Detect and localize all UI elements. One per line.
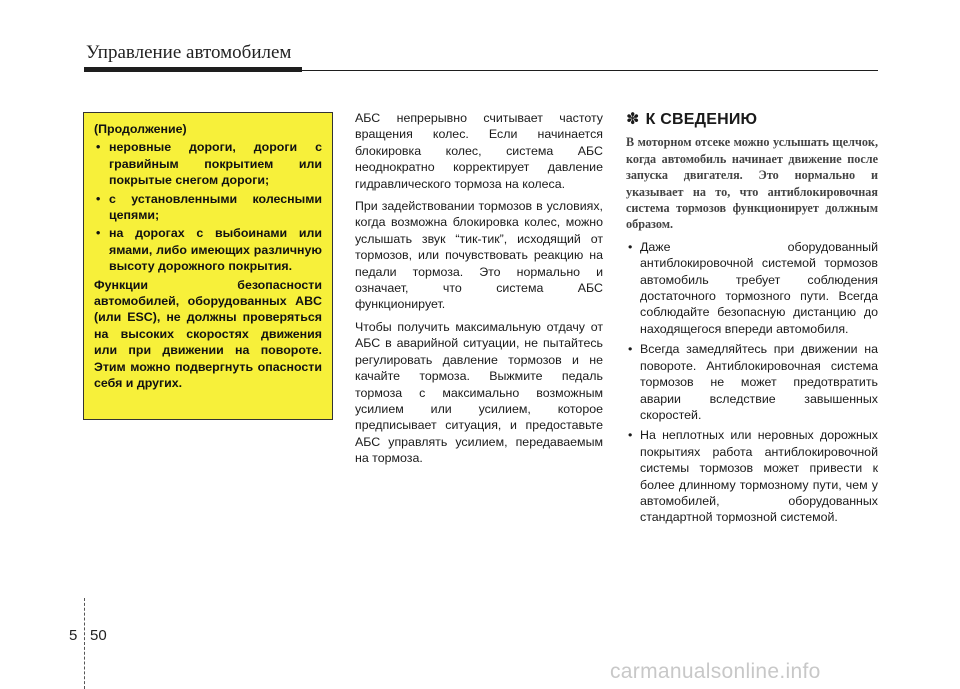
note-bullet: • Всегда замедляйтесь при движении на повороте. Антиблокировочная система тормозов не может предотвратить аварии вследствие завышенных скоростей. [626,341,878,423]
note-bullet: • На неплотных или неровных дорожных покрытиях работа антиблокировочной системы тормозов может привести к более длинному тормозному пути, чем у автомобилей, оборудованных стандартной тормозной системой. [626,427,878,525]
middle-column [355,110,603,473]
note-intro: В моторном отсеке можно услышать щелчок, когда автомобиль начинает движение после запуска двигателя. Это нормально и указывает на то, что антиблокировочная система тормозов функционирует должным образом. [626,135,878,232]
note-title: К СВЕДЕНИЮ [645,111,758,128]
header-divider [302,70,878,71]
header-accent-bar [84,67,302,72]
warning-box [83,112,333,420]
note-column [626,110,878,530]
watermark: carmanualsonline.info [610,660,821,683]
note-heading [626,112,878,128]
asterisk-icon: ✽ [626,111,640,128]
warning-continued: (Продолжение) [94,122,187,136]
body-paragraph: Чтобы получить максимальную отдачу от АБС в аварийной ситуации, не пытайтесь регулировать давление тормозов и не качайте тормоза. Выжмите педаль тормоза с максимально возможным усилием или усилием, которое предписывает ситуация, и предоставьте АБС управлять усилием, передаваемым на тормоза. [355,319,603,466]
section-number: 5 [69,627,78,644]
page-number: 50 [90,627,107,644]
section-title: Управление автомобилем [86,42,292,63]
warning-item: • с установленными колесными цепями; [94,191,322,224]
warning-list [94,139,322,274]
note-bullet: • Даже оборудованный антиблокировочной системой тормозов автомобиль требует соблюдения достаточного тормозного пути. Всегда соблюдайте безопасную дистанцию до находящегося впереди автомобиля. [626,239,878,337]
body-paragraph: При задействовании тормозов в условиях, когда возможна блокировка колес, можно услышать звук “тик-тик”, исходящий от тормозов, или почувствовать реакцию на педали тормоза. Это нормально и означает, что система АБС функционирует. [355,199,603,312]
warning-paragraph: Функции безопасности автомобилей, оборудованных ABC (или ESC), не должны проверяться на высоких скоростях движения или при движении на повороте. Этим можно подвергнуть опасности себя и других. [94,277,322,391]
note-bullet-list [626,239,878,526]
page-margin-line [84,598,85,689]
warning-item: • на дорогах с выбоинами или ямами, либо имеющих различную высоту дорожного покрытия. [94,225,322,274]
warning-item: • неровные дороги, дороги с гравийным покрытием или покрытые снегом дороги; [94,139,322,188]
body-paragraph: АБС непрерывно считывает частоту вращения колес. Если начинается блокировка колес, система АБС неоднократно корректирует давление гидравлического тормоза на колеса. [355,111,603,191]
